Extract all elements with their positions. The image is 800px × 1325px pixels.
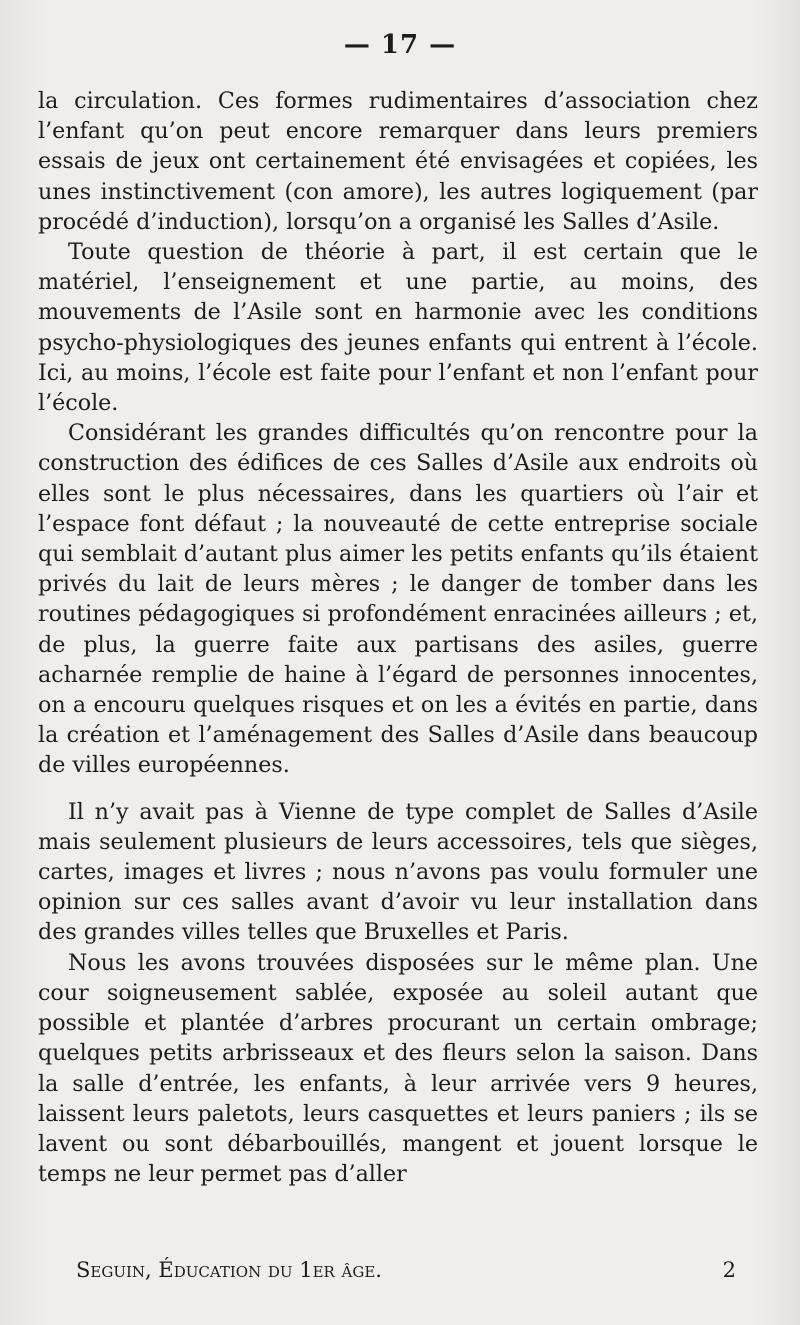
paragraph-1: la circulation. Ces formes rudimentaires d’association chez l’enfant qu’on peut encore remarquer dans leurs premiers essais de jeux ont certainement été envisagées et copiées, les unes instinctivement (con amore), les autres logiquement (par procédé d’induction), lorsqu’on a organisé les Salles d’Asile. <box>38 88 758 235</box>
printer-signature: Seguin, Éducation du 1er âge. <box>76 1258 382 1282</box>
page-number: — 17 — <box>343 30 457 60</box>
body-text <box>38 86 758 1189</box>
page-footer <box>76 1258 736 1282</box>
paragraph-3: Considérant les grandes difficultés qu’on rencontre pour la construction des édifices de ces Salles d’Asile aux endroits où elles sont le plus nécessaires, dans les quartiers où l’air et l’espace font défaut ; la nouveauté de cette entreprise sociale qui semblait d’autant plus aimer les petits enfants qu’ils étaient privés du lait de leurs mères ; le danger de tomber dans les routines pédagogiques si profondément enracinées ailleurs ; et, de plus, la guerre faite aux partisans des asiles, guerre acharnée remplie de haine à l’égard de personnes innocentes, on a encouru quelques risques et on les a évités en partie, dans la création et l’aménagement des Salles d’Asile dans beaucoup de villes européennes. <box>38 420 758 779</box>
paragraph-2: Toute question de théorie à part, il est certain que le matériel, l’enseignement et une partie, au moins, des mouvements de l’Asile sont en harmonie avec les conditions psycho-physiologiques des jeunes enfants qui entrent à l’école. Ici, au moins, l’école est faite pour l’enfant et non l’enfant pour l’école. <box>38 239 758 417</box>
paragraph-4: Il n’y avait pas à Vienne de type complet de Salles d’Asile mais seulement plusieurs de leurs accessoires, tels que sièges, cartes, images et livres ; nous n’avons pas voulu formuler une opinion sur ces salles avant d’avoir vu leur installation dans des grandes villes telles que Bruxelles et Paris. <box>38 798 758 946</box>
paragraph-5: Nous les avons trouvées disposées sur le même plan. Une cour soigneusement sablée, exposée au soleil autant que possible et plantée d’arbres procurant un certain ombrage; quelques petits arbrisseaux et des fleurs selon la saison. Dans la salle d’entrée, les enfants, à leur arrivée vers 9 heures, laissent leurs paletots, leurs casquettes et leurs paniers ; ils se lavent ou sont débarbouillés, mangent et jouent lorsque le temps ne leur permet pas d’aller <box>38 949 758 1188</box>
sheet-number: 2 <box>722 1258 736 1282</box>
